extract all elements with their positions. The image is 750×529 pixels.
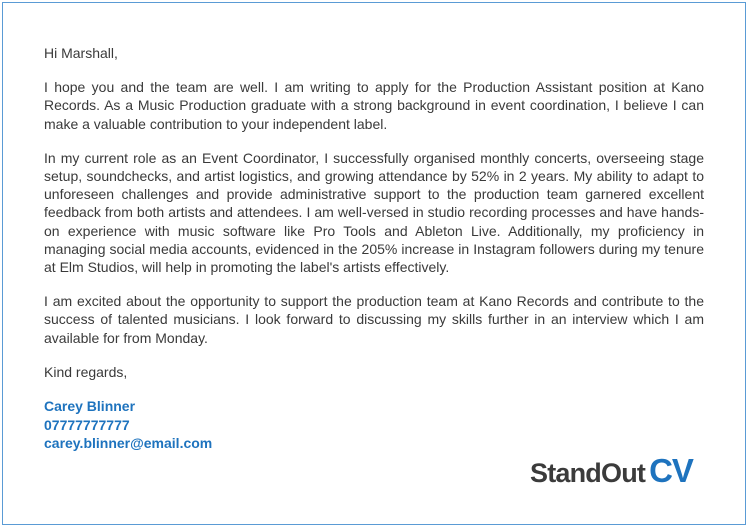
signature-phone: 07777777777: [44, 416, 130, 433]
letter-paragraph-experience: In my current role as an Event Coordinator, I successfully organised monthly concerts, overseeing stage setup, soundchecks, and artist logistics, and growing attendance by 52% in 2 years. My ability to adapt to unforeseen challenges and provide administrative support to the production team garnered excellent feedback from both artists and attendees. I am well-versed in studio recording processes and have hands-on experience with music software like Pro Tools and Ableton Live. Additionally, my proficiency in managing social media accounts, evidenced in the 205% increase in Instagram followers during my tenure at Elm Studios, will help in promoting the label's artists effectively.: [44, 149, 704, 276]
signature-name: Carey Blinner: [44, 398, 136, 415]
logo-cv-mark: CV: [649, 452, 693, 489]
letter-greeting: Hi Marshall,: [44, 45, 118, 61]
letter-paragraph-closing: I am excited about the opportunity to support the production team at Kano Records and contribute to the success of talented musicians. I look forward to discussing my skills further in an interview which I am available for from Monday.: [44, 293, 704, 346]
letter-paragraph-intro: I hope you and the team are well. I am writing to apply for the Production Assistant position at Kano Records. As a Music Production graduate with a strong background in event coordination, I believe I can make a valuable contribution to your independent label.: [44, 79, 704, 132]
letter-signoff: Kind regards,: [44, 363, 128, 380]
logo-wordmark: StandOut: [530, 458, 646, 488]
cover-letter: [44, 44, 704, 453]
signature-email: carey.blinner@email.com: [44, 435, 213, 452]
signature-block: [44, 397, 704, 453]
standout-cv-logo: [530, 452, 693, 488]
